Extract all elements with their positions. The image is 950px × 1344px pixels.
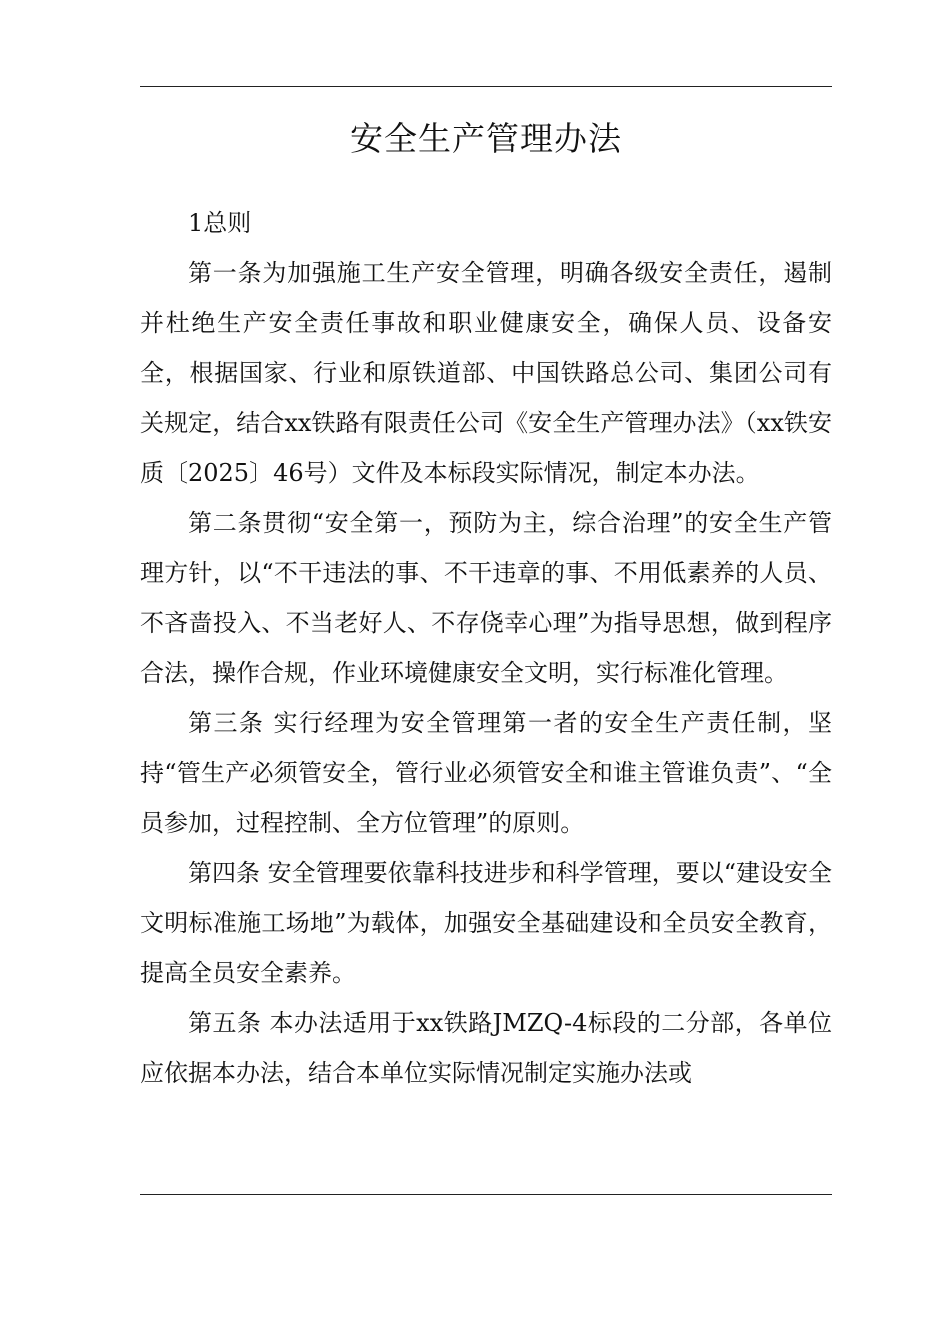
document-title: 安全生产管理办法 — [350, 119, 622, 158]
footer-rule — [140, 1194, 832, 1195]
article-1: 第一条为加强施工生产安全管理，明确各级安全责任，遏制并杜绝生产安全责任事故和职业健康安全，确保人员、设备安全，根据国家、行业和原铁道部、中国铁路总公司、集团公司有关规定，结合xx铁路有限责任公司《安全生产管理办法》（xx铁安质〔2025〕46号）文件及本标段实际情况，制定本办法。 — [140, 259, 832, 487]
article-5: 第五条 本办法适用于xx铁路JMZQ-4标段的二分部，各单位应依据本办法，结合本单位实际情况制定实施办法或 — [140, 1009, 832, 1087]
article-2: 第二条贯彻“安全第一，预防为主，综合治理”的安全生产管理方针，以“不干违法的事、不干违章的事、不用低素养的人员、不吝啬投入、不当老好人、不存侥幸心理”为指导思想，做到程序合法，操作合规，作业环境健康安全文明，实行标准化管理。 — [140, 509, 832, 687]
header-rule — [140, 86, 832, 87]
article-3: 第三条 实行经理为安全管理第一者的安全生产责任制，坚持“管生产必须管安全，管行业必须管安全和谁主管谁负责”、“全员参加，过程控制、全方位管理”的原则。 — [140, 709, 832, 837]
article-4: 第四条 安全管理要依靠科技进步和科学管理，要以“建设安全文明标准施工场地”为载体，加强安全基础建设和全员安全教育，提高全员安全素养。 — [140, 859, 832, 987]
section-heading: 1总则 — [188, 209, 252, 237]
document-body — [140, 198, 832, 1098]
